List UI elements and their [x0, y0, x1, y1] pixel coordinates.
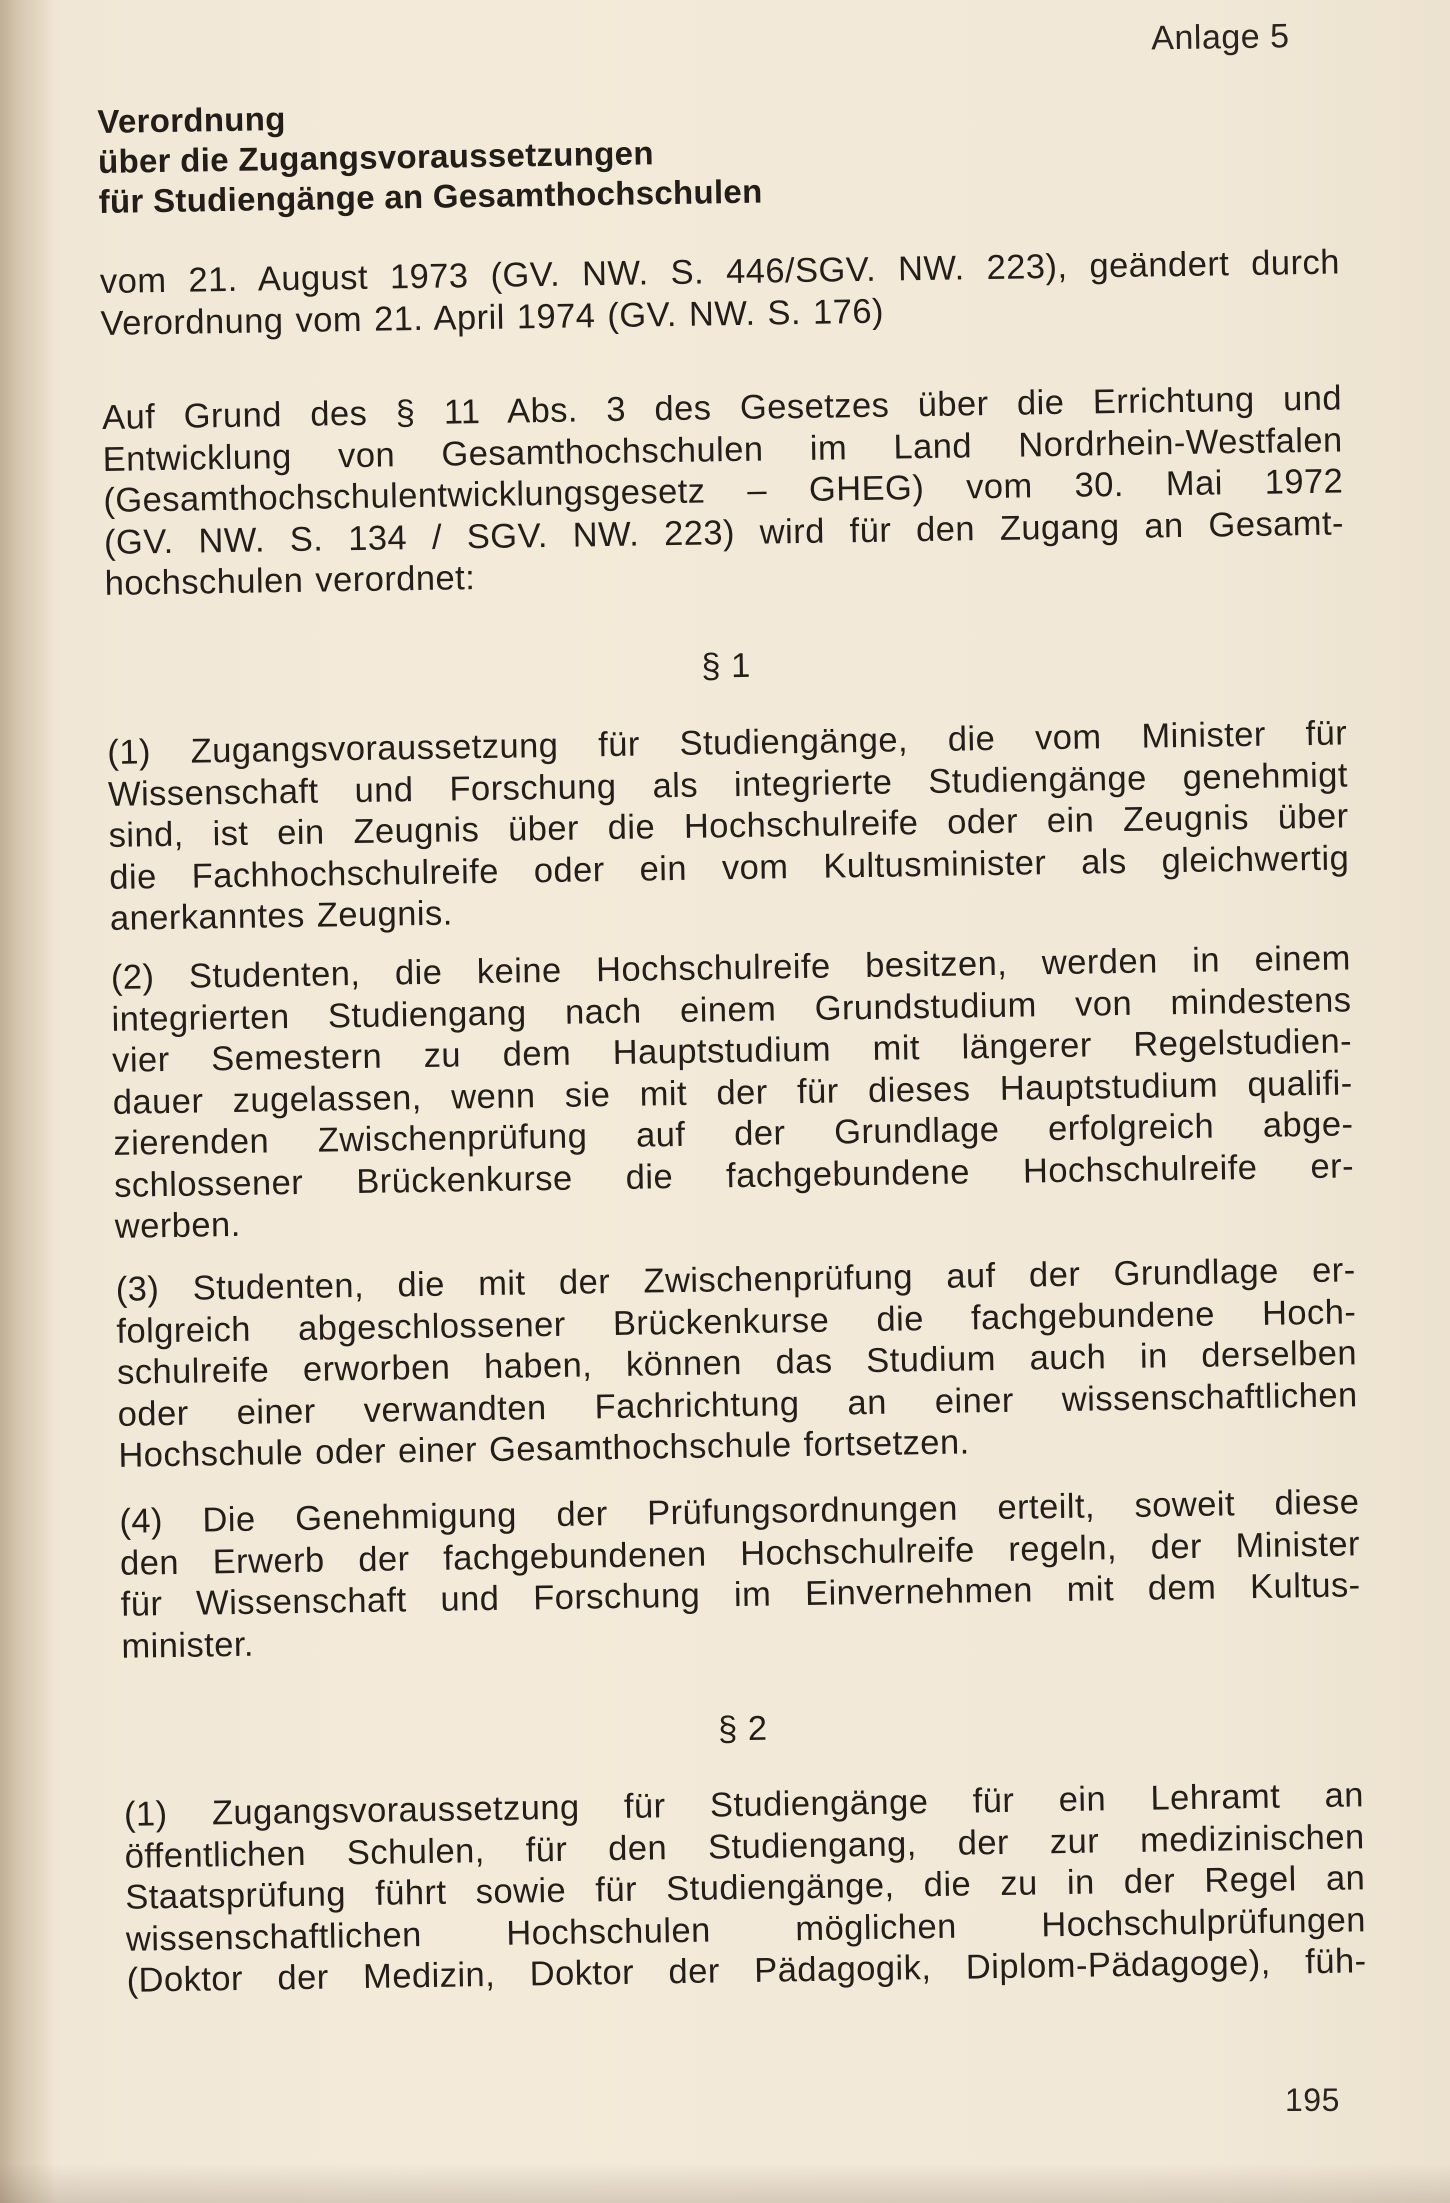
text-line: Hochschule oder einer Gesamthochschule fortsetzen.: [118, 1423, 970, 1475]
preamble: [102, 378, 1345, 605]
text-line: vier Semestern zu dem Hauptstudium mit längerer Regelstudien-: [111, 1022, 1353, 1080]
text-line: (1) Zugangsvoraussetzung für Studiengänge für ein Lehramt an: [123, 1776, 1365, 1834]
text-line: schlossener Brückenkurse die fachgebundene Hochschulreife er-: [113, 1146, 1355, 1205]
text-line: wissenschaftlichen Hochschulen möglichen Hochschulprüfungen: [125, 1900, 1367, 1959]
section2-paragraph-1: [124, 1775, 1367, 2002]
title-line: über die Zugangsvoraussetzungen: [97, 134, 655, 180]
text-line: integrierten Studiengang nach einem Grundstudium von mindestens: [111, 980, 1352, 1039]
text-line: (3) Studenten, die mit der Zwischenprüfung auf der Grundlage er-: [115, 1251, 1356, 1309]
text-line: Auf Grund des § 11 Abs. 3 des Gesetzes über die Errichtung und: [101, 379, 1343, 437]
title-line: Verordnung: [97, 100, 286, 140]
section1-paragraph-1: [107, 713, 1350, 940]
text-line: folgreich abgeschlossener Brückenkurse die fachgebundene Hoch-: [116, 1292, 1357, 1351]
text-line: (Gesamthochschulentwicklungsgesetz – GHEG) vom 30. Mai 1972: [103, 462, 1344, 520]
section-heading-1: § 1: [701, 646, 752, 686]
text-line: (4) Die Genehmigung der Prüfungsordnungen erteilt, soweit diese: [119, 1483, 1360, 1541]
text-line: anerkanntes Zeugnis.: [109, 894, 454, 938]
text-line: dauer zugelassen, wenn sie mit der für dieses Hauptstudium qualifi-: [112, 1063, 1353, 1122]
text-line: vom 21. August 1973 (GV. NW. S. 446/SGV. NW. 223), geändert durch: [99, 243, 1341, 301]
text-line: minister.: [121, 1625, 255, 1666]
page-bottom-shadow: [0, 2163, 1450, 2203]
text-line: hochschulen verordnet:: [104, 559, 476, 603]
binding-shadow: [0, 0, 55, 2203]
text-line: werben.: [114, 1205, 241, 1246]
text-line: Verordnung vom 21. April 1974 (GV. NW. S. 176): [100, 292, 885, 343]
annex-label: Anlage 5: [1150, 17, 1290, 58]
text-line: für Wissenschaft und Forschung im Einvernehmen mit dem Kultus-: [120, 1566, 1361, 1624]
page-number: 195: [1285, 2082, 1340, 2118]
title-line: für Studiengänge an Gesamthochschulen: [98, 172, 763, 220]
text-line: Wissenschaft und Forschung als integrierte Studiengänge genehmigt: [107, 755, 1349, 814]
text-line: (2) Studenten, die keine Hochschulreife besitzen, werden in einem: [110, 939, 1352, 997]
text-line: sind, ist ein Zeugnis über die Hochschulreife oder ein Zeugnis über: [108, 797, 1349, 855]
section1-paragraph-2: [111, 938, 1355, 1248]
document-title: [97, 88, 999, 222]
text-line: (GV. NW. S. 134 / SGV. NW. 223) wird für den Zugang an Gesamt-: [103, 503, 1345, 562]
text-line: (1) Zugangsvoraussetzung für Studiengänge, die vom Minister für: [107, 714, 1348, 772]
text-line: zierenden Zwischenprüfung auf der Grundlage erfolgreich abge-: [113, 1105, 1354, 1163]
text-line: öffentlichen Schulen, für den Studiengang, der zur medizinischen: [124, 1817, 1365, 1876]
date-note: [100, 242, 1341, 344]
text-line: (Doktor der Medizin, Doktor der Pädagogik, Diplom-Pädagoge), füh-: [126, 1942, 1367, 2000]
section1-paragraph-4: [119, 1482, 1361, 1667]
section1-paragraph-3: [115, 1250, 1358, 1477]
text-line: schulreife erworben haben, können das Studium auch in derselben: [116, 1334, 1358, 1392]
text-line: Entwicklung von Gesamthochschulen im Land Nordrhein-Westfalen: [102, 420, 1343, 479]
text-line: den Erwerb der fachgebundenen Hochschulreife regeln, der Minister: [119, 1524, 1361, 1583]
text-line: die Fachhochschulreife oder ein vom Kultusminister als gleichwertig: [109, 838, 1350, 897]
section-heading-2: § 2: [717, 1709, 768, 1749]
text-line: oder einer verwandten Fachrichtung an einer wissenschaftlichen: [117, 1375, 1358, 1434]
text-line: Staatsprüfung führt sowie für Studiengänge, die zu in der Regel an: [125, 1859, 1366, 1917]
page-content: [96, 11, 1367, 2000]
